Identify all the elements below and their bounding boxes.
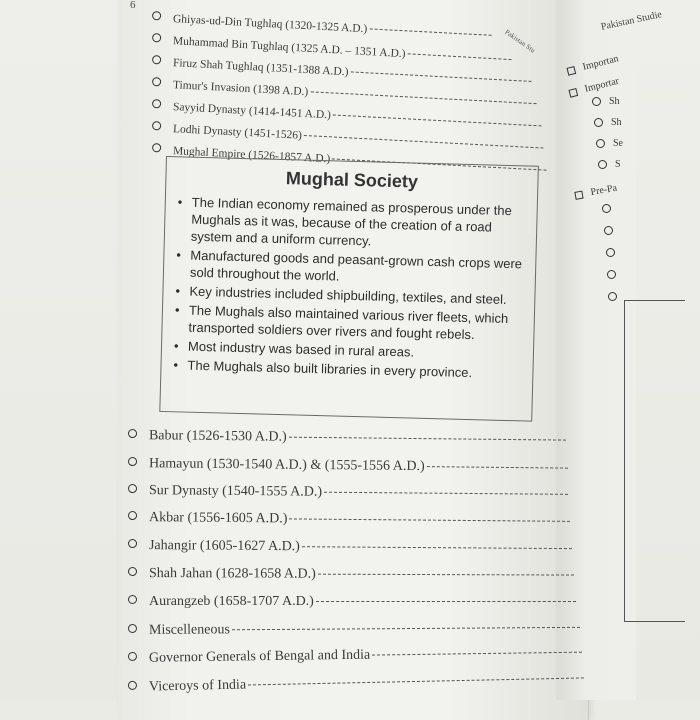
topic-label: Viceroys of India <box>148 677 247 695</box>
square-bullet-icon <box>568 88 578 98</box>
dotted-leader <box>407 53 511 60</box>
topic-label: Sayyid Dynasty (1414-1451 A.D.) <box>172 101 332 122</box>
list-item <box>128 594 576 610</box>
circle-bullet-icon <box>152 121 161 130</box>
circle-bullet-icon <box>152 143 161 152</box>
box-bullet: • The Indian economy remained as prosperous under the Mughals as it was, because of the creation of a road system and a uniform currency. <box>177 193 530 253</box>
page-number: 6 <box>130 0 136 11</box>
square-bullet-icon <box>574 190 583 199</box>
list-item <box>128 538 572 557</box>
topic-label: Hamayun (1530-1540 A.D.) & (1555-1556 A.D.) <box>148 456 425 475</box>
list-item <box>128 566 574 584</box>
right-page-item: Importar <box>568 76 620 99</box>
circle-bullet-icon <box>594 118 603 127</box>
right-page-sub-item: Se <box>596 138 623 149</box>
circle-bullet-icon <box>128 681 137 690</box>
topic-label: Firuz Shah Tughlaq (1351-1388 A.D.) <box>172 57 349 79</box>
circle-bullet-icon <box>604 226 613 235</box>
dotted-leader <box>289 518 570 521</box>
dotted-leader <box>232 627 580 630</box>
dotted-leader <box>316 601 576 602</box>
dotted-leader <box>318 574 574 576</box>
circle-bullet-icon <box>152 77 161 86</box>
right-page-item: Importan <box>566 53 620 76</box>
square-bullet-icon <box>566 66 576 76</box>
box-bullet: • Manufactured goods and peasant-grown cash crops were sold throughout the world. <box>176 246 529 289</box>
circle-bullet-icon <box>602 204 611 213</box>
topic-label: Aurangzeb (1658-1707 A.D.) <box>149 594 314 609</box>
right-page-item: Pre-Pa <box>574 183 618 201</box>
right-page-sub-item: Sh <box>594 117 622 128</box>
circle-bullet-icon <box>128 429 137 438</box>
circle-bullet-icon <box>128 511 137 520</box>
topic-label: Timur's Invasion (1398 A.D.) <box>172 79 309 99</box>
circle-bullet-icon <box>592 97 601 106</box>
topic-label: Lodhi Dynasty (1451-1526) <box>172 123 303 142</box>
topic-label: Shah Jahan (1628-1658 A.D.) <box>148 566 316 582</box>
list-item <box>128 620 580 639</box>
circle-bullet-icon <box>128 624 137 633</box>
dotted-leader <box>289 437 566 441</box>
circle-bullet-icon <box>608 292 617 301</box>
topic-label: Muhammad Bin Tughlaq (1325 A.D. – 1351 A.D.) <box>172 35 406 61</box>
circle-bullet-icon <box>152 55 161 64</box>
dotted-leader <box>372 652 582 656</box>
topic-label: Miscelleneous <box>148 622 230 638</box>
circle-bullet-icon <box>128 484 137 493</box>
topic-label: Jahangir (1605-1627 A.D.) <box>148 538 300 555</box>
topic-label: Babur (1526-1530 A.D.) <box>148 428 287 445</box>
topic-label: Mughal Empire (1526-1857 A.D.) <box>172 145 331 166</box>
dotted-leader <box>427 466 568 468</box>
circle-bullet-icon <box>128 652 137 661</box>
box-bullet: • Key industries included shipbuilding, textiles, and steel. <box>175 282 527 308</box>
circle-bullet-icon <box>128 595 137 604</box>
circle-bullet-icon <box>152 99 161 108</box>
box-bullet: • The Mughals also maintained various river fleets, which transported soldiers over rivers and fought rebels. <box>174 301 527 344</box>
dotted-leader <box>369 28 491 35</box>
box-bullet: • Most industry was based in rural areas. <box>174 337 526 363</box>
topic-label: Sur Dynasty (1540-1555 A.D.) <box>148 483 323 500</box>
box-bullet: • The Mughals also built libraries in every province. <box>173 356 525 382</box>
circle-bullet-icon <box>152 33 161 42</box>
topic-label: Ghiyas-ud-Din Tughlaq (1320-1325 A.D.) <box>172 13 368 36</box>
dotted-leader <box>324 492 568 495</box>
running-head: Pakistan Stu <box>503 28 537 55</box>
circle-bullet-icon <box>128 539 137 548</box>
circle-bullet-icon <box>596 139 605 148</box>
circle-bullet-icon <box>598 160 607 169</box>
right-page-box <box>624 300 685 622</box>
topic-label: Akbar (1556-1605 A.D.) <box>148 510 288 527</box>
circle-bullet-icon <box>152 11 161 20</box>
circle-bullet-icon <box>606 248 615 257</box>
right-page-title: Pakistan Studie <box>600 9 663 33</box>
box-title: Mughal Society <box>285 168 419 192</box>
right-page-sub-item: S <box>598 159 621 170</box>
topic-label: Governor Generals of Bengal and India <box>148 647 371 666</box>
dotted-leader <box>302 546 572 549</box>
circle-bullet-icon <box>128 567 137 576</box>
circle-bullet-icon <box>128 457 137 466</box>
circle-bullet-icon <box>607 270 616 279</box>
right-page-sub-item: Sh <box>592 96 620 107</box>
mughal-society-box <box>159 156 539 422</box>
dotted-leader <box>248 677 584 685</box>
box-bullet-list <box>173 193 530 384</box>
